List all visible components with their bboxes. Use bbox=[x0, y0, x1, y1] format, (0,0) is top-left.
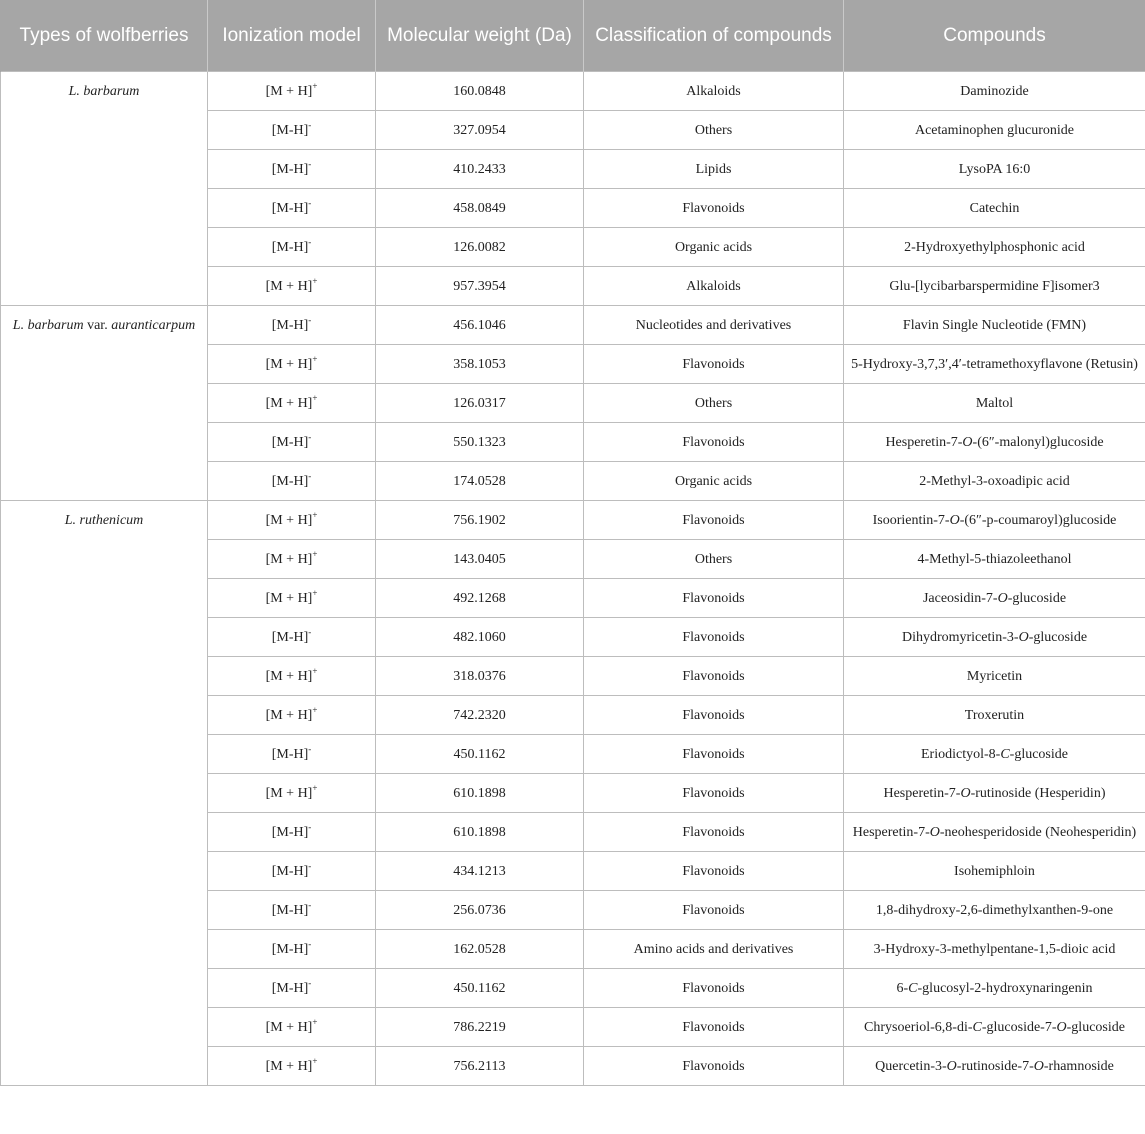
classification-cell: Flavonoids bbox=[584, 696, 844, 735]
compound-cell: Isohemiphloin bbox=[844, 852, 1145, 891]
table-row bbox=[1, 306, 1145, 345]
compound-cell: Acetaminophen glucuronide bbox=[844, 111, 1145, 150]
classification-cell: Amino acids and derivatives bbox=[584, 930, 844, 969]
classification-cell: Flavonoids bbox=[584, 1008, 844, 1047]
compound-cell: Hesperetin-7-O-rutinoside (Hesperidin) bbox=[844, 774, 1145, 813]
compound-cell: Maltol bbox=[844, 384, 1145, 423]
molecular-weight-cell: 786.2219 bbox=[376, 1008, 584, 1047]
molecular-weight-cell: 610.1898 bbox=[376, 813, 584, 852]
compound-cell: Catechin bbox=[844, 189, 1145, 228]
molecular-weight-cell: 957.3954 bbox=[376, 267, 584, 306]
wolfberry-type bbox=[1, 306, 208, 501]
wolfberry-type-name: L. barbarum bbox=[12, 318, 84, 333]
ionization-cell bbox=[208, 813, 376, 852]
molecular-weight-cell: 143.0405 bbox=[376, 540, 584, 579]
ionization-cell bbox=[208, 72, 376, 111]
classification-cell: Flavonoids bbox=[584, 345, 844, 384]
classification-cell: Alkaloids bbox=[584, 267, 844, 306]
ionization-cell bbox=[208, 267, 376, 306]
ionization-cell bbox=[208, 1047, 376, 1086]
molecular-weight-cell: 456.1046 bbox=[376, 306, 584, 345]
classification-cell: Flavonoids bbox=[584, 969, 844, 1008]
molecular-weight-cell: 162.0528 bbox=[376, 930, 584, 969]
wolfberry-type bbox=[1, 501, 208, 1086]
molecular-weight-cell: 610.1898 bbox=[376, 774, 584, 813]
molecular-weight-cell: 160.0848 bbox=[376, 72, 584, 111]
ionization-cell bbox=[208, 423, 376, 462]
compound-cell: Dihydromyricetin-3-O-glucoside bbox=[844, 618, 1145, 657]
compound-cell: Jaceosidin-7-O-glucoside bbox=[844, 579, 1145, 618]
ion-charge: - bbox=[308, 120, 312, 130]
molecular-weight-cell: 742.2320 bbox=[376, 696, 584, 735]
ion-charge: - bbox=[308, 978, 312, 988]
classification-cell: Organic acids bbox=[584, 228, 844, 267]
compound-cell: 5-Hydroxy-3,7,3′,4′-tetramethoxyflavone (Retusin) bbox=[844, 345, 1145, 384]
wolfberry-type bbox=[1, 72, 208, 306]
ionization-mode: [M-H] bbox=[271, 240, 309, 255]
ionization-mode: [M + H] bbox=[265, 669, 313, 684]
ion-charge: - bbox=[308, 471, 312, 481]
classification-cell: Flavonoids bbox=[584, 501, 844, 540]
ionization-mode: [M-H] bbox=[271, 162, 309, 177]
ionization-mode: [M + H] bbox=[265, 1059, 313, 1074]
classification-cell: Flavonoids bbox=[584, 618, 844, 657]
molecular-weight-cell: 756.1902 bbox=[376, 501, 584, 540]
ionization-mode: [M + H] bbox=[265, 513, 313, 528]
ion-charge: - bbox=[308, 159, 312, 169]
ion-charge: - bbox=[308, 822, 312, 832]
ionization-cell bbox=[208, 501, 376, 540]
ion-charge: + bbox=[312, 1056, 318, 1066]
compound-cell: Daminozide bbox=[844, 72, 1145, 111]
ionization-cell bbox=[208, 1008, 376, 1047]
ion-charge: - bbox=[308, 627, 312, 637]
ionization-mode: [M-H] bbox=[271, 318, 309, 333]
ion-charge: + bbox=[312, 276, 318, 286]
ionization-mode: [M-H] bbox=[271, 123, 309, 138]
classification-cell: Flavonoids bbox=[584, 1047, 844, 1086]
ion-charge: + bbox=[312, 510, 318, 520]
ionization-mode: [M-H] bbox=[271, 474, 309, 489]
classification-cell: Others bbox=[584, 111, 844, 150]
ionization-mode: [M-H] bbox=[271, 981, 309, 996]
ionization-mode: [M-H] bbox=[271, 825, 309, 840]
ionization-mode: [M + H] bbox=[265, 279, 313, 294]
classification-cell: Flavonoids bbox=[584, 735, 844, 774]
compound-cell: LysoPA 16:0 bbox=[844, 150, 1145, 189]
ion-charge: + bbox=[312, 393, 318, 403]
ionization-cell bbox=[208, 774, 376, 813]
molecular-weight-cell: 450.1162 bbox=[376, 969, 584, 1008]
ionization-cell bbox=[208, 228, 376, 267]
ionization-cell bbox=[208, 345, 376, 384]
molecular-weight-cell: 450.1162 bbox=[376, 735, 584, 774]
ionization-mode: [M + H] bbox=[265, 396, 313, 411]
molecular-weight-cell: 318.0376 bbox=[376, 657, 584, 696]
ionization-mode: [M + H] bbox=[265, 1020, 313, 1035]
molecular-weight-cell: 492.1268 bbox=[376, 579, 584, 618]
classification-cell: Others bbox=[584, 540, 844, 579]
compound-cell: Flavin Single Nucleotide (FMN) bbox=[844, 306, 1145, 345]
ionization-cell bbox=[208, 852, 376, 891]
ionization-cell bbox=[208, 462, 376, 501]
compound-cell: 6-C-glucosyl-2-hydroxynaringenin bbox=[844, 969, 1145, 1008]
compound-cell: Hesperetin-7-O-(6″-malonyl)glucoside bbox=[844, 423, 1145, 462]
ion-charge: - bbox=[308, 939, 312, 949]
ionization-mode: [M + H] bbox=[265, 357, 313, 372]
molecular-weight-cell: 482.1060 bbox=[376, 618, 584, 657]
header-molecular-weight: Molecular weight (Da) bbox=[376, 0, 584, 72]
classification-cell: Alkaloids bbox=[584, 72, 844, 111]
ionization-mode: [M + H] bbox=[265, 708, 313, 723]
ionization-mode: [M-H] bbox=[271, 864, 309, 879]
header-ionization: Ionization model bbox=[208, 0, 376, 72]
ionization-mode: [M + H] bbox=[265, 84, 313, 99]
ion-charge: + bbox=[312, 81, 318, 91]
ion-charge: + bbox=[312, 1017, 318, 1027]
molecular-weight-cell: 126.0082 bbox=[376, 228, 584, 267]
ionization-mode: [M + H] bbox=[265, 786, 313, 801]
ionization-mode: [M + H] bbox=[265, 552, 313, 567]
compound-cell: Isoorientin-7-O-(6″-p-coumaroyl)glucoside bbox=[844, 501, 1145, 540]
wolfberry-type-variety-label: var. bbox=[83, 318, 112, 333]
molecular-weight-cell: 358.1053 bbox=[376, 345, 584, 384]
ion-charge: - bbox=[308, 315, 312, 325]
ion-charge: - bbox=[308, 237, 312, 247]
ion-charge: - bbox=[308, 861, 312, 871]
ionization-mode: [M + H] bbox=[265, 591, 313, 606]
classification-cell: Flavonoids bbox=[584, 891, 844, 930]
ionization-cell bbox=[208, 735, 376, 774]
molecular-weight-cell: 174.0528 bbox=[376, 462, 584, 501]
header-classification: Classification of compounds bbox=[584, 0, 844, 72]
classification-cell: Flavonoids bbox=[584, 189, 844, 228]
compound-cell: 1,8-dihydroxy-2,6-dimethylxanthen-9-one bbox=[844, 891, 1145, 930]
molecular-weight-cell: 756.2113 bbox=[376, 1047, 584, 1086]
ion-charge: + bbox=[312, 354, 318, 364]
compound-cell: 2-Hydroxyethylphosphonic acid bbox=[844, 228, 1145, 267]
ion-charge: + bbox=[312, 705, 318, 715]
ionization-cell bbox=[208, 306, 376, 345]
ion-charge: + bbox=[312, 549, 318, 559]
molecular-weight-cell: 458.0849 bbox=[376, 189, 584, 228]
molecular-weight-cell: 327.0954 bbox=[376, 111, 584, 150]
ion-charge: + bbox=[312, 666, 318, 676]
ionization-cell bbox=[208, 696, 376, 735]
ionization-mode: [M-H] bbox=[271, 435, 309, 450]
wolfberry-type-name: L. barbarum bbox=[68, 84, 140, 99]
wolfberry-type-variety: auranticarpum bbox=[111, 318, 196, 333]
header-types: Types of wolfberries bbox=[1, 0, 208, 72]
ionization-mode: [M-H] bbox=[271, 942, 309, 957]
ionization-mode: [M-H] bbox=[271, 630, 309, 645]
ionization-cell bbox=[208, 657, 376, 696]
compound-cell: 4-Methyl-5-thiazoleethanol bbox=[844, 540, 1145, 579]
classification-cell: Flavonoids bbox=[584, 579, 844, 618]
compound-cell: Glu-[lycibarbarspermidine F]isomer3 bbox=[844, 267, 1145, 306]
ionization-cell bbox=[208, 891, 376, 930]
classification-cell: Flavonoids bbox=[584, 423, 844, 462]
compound-cell: 2-Methyl-3-oxoadipic acid bbox=[844, 462, 1145, 501]
ionization-cell bbox=[208, 111, 376, 150]
molecular-weight-cell: 256.0736 bbox=[376, 891, 584, 930]
compound-cell: Myricetin bbox=[844, 657, 1145, 696]
classification-cell: Organic acids bbox=[584, 462, 844, 501]
molecular-weight-cell: 410.2433 bbox=[376, 150, 584, 189]
ionization-mode: [M-H] bbox=[271, 201, 309, 216]
classification-cell: Flavonoids bbox=[584, 813, 844, 852]
ion-charge: - bbox=[308, 198, 312, 208]
molecular-weight-cell: 126.0317 bbox=[376, 384, 584, 423]
compound-cell: Quercetin-3-O-rutinoside-7-O-rhamnoside bbox=[844, 1047, 1145, 1086]
molecular-weight-cell: 550.1323 bbox=[376, 423, 584, 462]
classification-cell: Flavonoids bbox=[584, 852, 844, 891]
ionization-cell bbox=[208, 189, 376, 228]
compound-cell: Hesperetin-7-O-neohesperidoside (Neohesperidin) bbox=[844, 813, 1145, 852]
ionization-cell bbox=[208, 150, 376, 189]
ionization-cell bbox=[208, 579, 376, 618]
classification-cell: Flavonoids bbox=[584, 657, 844, 696]
ion-charge: - bbox=[308, 744, 312, 754]
molecular-weight-cell: 434.1213 bbox=[376, 852, 584, 891]
ionization-cell bbox=[208, 618, 376, 657]
ionization-cell bbox=[208, 930, 376, 969]
ion-charge: + bbox=[312, 783, 318, 793]
ionization-mode: [M-H] bbox=[271, 747, 309, 762]
ionization-cell bbox=[208, 384, 376, 423]
classification-cell: Others bbox=[584, 384, 844, 423]
ion-charge: + bbox=[312, 588, 318, 598]
ionization-cell bbox=[208, 540, 376, 579]
table-row bbox=[1, 501, 1145, 540]
ionization-mode: [M-H] bbox=[271, 903, 309, 918]
header-compounds: Compounds bbox=[844, 0, 1145, 72]
ionization-cell bbox=[208, 969, 376, 1008]
compound-cell: Chrysoeriol-6,8-di-C-glucoside-7-O-glucoside bbox=[844, 1008, 1145, 1047]
ion-charge: - bbox=[308, 432, 312, 442]
header-row bbox=[1, 0, 1145, 72]
table-body bbox=[1, 72, 1145, 1086]
classification-cell: Flavonoids bbox=[584, 774, 844, 813]
compound-cell: 3-Hydroxy-3-methylpentane-1,5-dioic acid bbox=[844, 930, 1145, 969]
compound-cell: Eriodictyol-8-C-glucoside bbox=[844, 735, 1145, 774]
classification-cell: Lipids bbox=[584, 150, 844, 189]
ion-charge: - bbox=[308, 900, 312, 910]
wolfberry-type-name: L. ruthenicum bbox=[64, 513, 144, 528]
table-row bbox=[1, 72, 1145, 111]
classification-cell: Nucleotides and derivatives bbox=[584, 306, 844, 345]
compound-cell: Troxerutin bbox=[844, 696, 1145, 735]
